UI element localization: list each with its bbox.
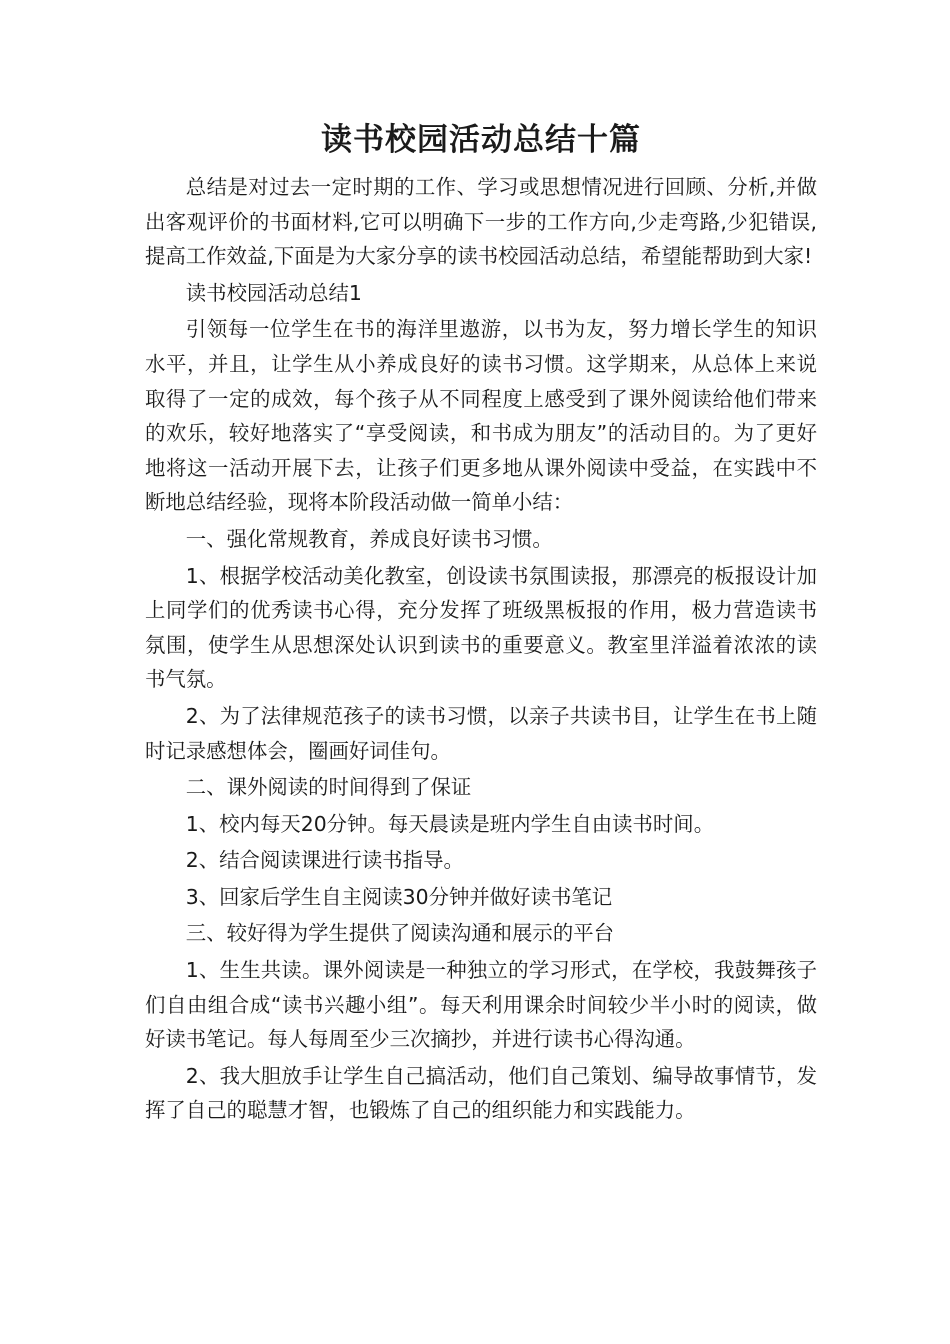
body-paragraph: 2、我大胆放手让学生自己搞活动，他们自己策划、编导故事情节，发挥了自己的聪慧才智，也锻炼了自己的组织能力和实践能力。 <box>145 1063 817 1123</box>
section-heading-2: 二、课外阅读的时间得到了保证 <box>185 775 472 800</box>
list-item: 2、结合阅读课进行读书指导。 <box>185 848 464 873</box>
section-heading-3: 三、较好得为学生提供了阅读沟通和展示的平台 <box>185 921 614 946</box>
document-title: 读书校园活动总结十篇 <box>321 122 641 158</box>
body-paragraph: 1、生生共读。课外阅读是一种独立的学习形式，在学校，我鼓舞孩子们自由组合成“读书兴趣小组”。每天利用课余时间较少半小时的阅读，做好读书笔记。每人每周至少三次摘抄，并进行读书心得沟通。 <box>145 958 817 1052</box>
section-title-summary-1: 读书校园活动总结1 <box>185 280 362 305</box>
document-page <box>145 118 817 1130</box>
body-paragraph: 2、为了法律规范孩子的读书习惯，以亲子共读书目，让学生在书上随时记录感想体会，圈画好词佳句。 <box>145 703 817 763</box>
section-heading-1: 一、强化常规教育，养成良好读书习惯。 <box>185 526 553 551</box>
body-paragraph: 1、根据学校活动美化教室，创设读书氛围读报，那漂亮的板报设计加上同学们的优秀读书心得，充分发挥了班级黑板报的作用，极力营造读书氛围，使学生从思想深处认识到读书的重要意义。教室里洋溢着浓浓的读书气氛。 <box>145 563 817 692</box>
list-item: 3、回家后学生自主阅读30分钟并做好读书笔记 <box>185 884 613 909</box>
body-paragraph: 引领每一位学生在书的海洋里遨游，以书为友，努力增长学生的知识水平，并且，让学生从小养成良好的读书习惯。这学期来，从总体上来说取得了一定的成效，每个孩子从不同程度上感受到了课外阅读给他们带来的欢乐，较好地落实了“享受阅读，和书成为朋友”的活动目的。为了更好地将这一活动开展下去，让孩子们更多地从课外阅读中受益，在实践中不断地总结经验，现将本阶段活动做一简单小结： <box>145 317 817 515</box>
list-item: 1、校内每天20分钟。每天晨读是班内学生自由读书时间。 <box>185 811 715 836</box>
intro-paragraph: 总结是对过去一定时期的工作、学习或思想情况进行回顾、分析,并做出客观评价的书面材料,它可以明确下一步的工作方向,少走弯路,少犯错误,提高工作效益,下面是为大家分享的读书校园活动总结，希望能帮助到大家! <box>145 175 817 269</box>
